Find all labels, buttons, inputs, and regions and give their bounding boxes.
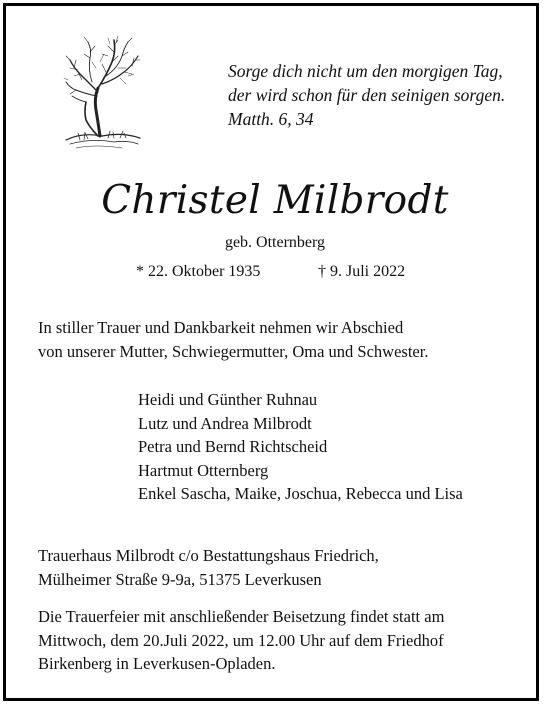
mourning-address	[38, 544, 379, 591]
address-line: Mülheimer Straße 9-9a, 51375 Leverkusen	[38, 569, 322, 589]
deceased-name: Christel Milbrodt	[101, 178, 449, 223]
service-line: Birkenberg in Leverkusen-Opladen.	[38, 654, 276, 673]
death-date: † 9. Juli 2022	[318, 263, 406, 280]
funeral-service-info	[38, 605, 444, 676]
tree-icon	[62, 32, 142, 156]
intro-line: von unserer Mutter, Schwiegermutter, Oma und Schwester.	[38, 341, 429, 361]
service-line: Die Trauerfeier mit anschließender Beisetzung findet statt am	[38, 607, 445, 626]
quote-reference: Matth. 6, 34	[228, 109, 314, 129]
birth-date: * 22. Oktober 1935	[136, 263, 261, 280]
mourner-entry: Heidi und Günther Ruhnau	[138, 390, 318, 409]
intro-line: In stiller Trauer und Dankbarkeit nehmen wir Abschied	[38, 318, 404, 337]
address-line: Trauerhaus Milbrodt c/o Bestattungshaus Friedrich,	[38, 546, 379, 565]
mourner-entry: Hartmut Otternberg	[138, 460, 269, 480]
mourners-list	[138, 388, 463, 506]
quote-line: Sorge dich nicht um den morgigen Tag,	[228, 61, 503, 81]
mourner-entry: Petra und Bernd Richtscheid	[138, 437, 328, 456]
mourner-entry: Lutz und Andrea Milbrodt	[138, 413, 312, 433]
quote-line: der wird schon für den seinigen sorgen.	[228, 85, 506, 105]
maiden-name: geb. Otternberg	[224, 234, 326, 251]
intro-text	[38, 316, 428, 363]
service-line: Mittwoch, dem 20.Juli 2022, um 12.00 Uhr auf dem Friedhof	[38, 630, 444, 650]
mourner-entry: Enkel Sascha, Maike, Joschua, Rebecca und Lisa	[138, 484, 463, 503]
bible-quote	[228, 59, 505, 131]
